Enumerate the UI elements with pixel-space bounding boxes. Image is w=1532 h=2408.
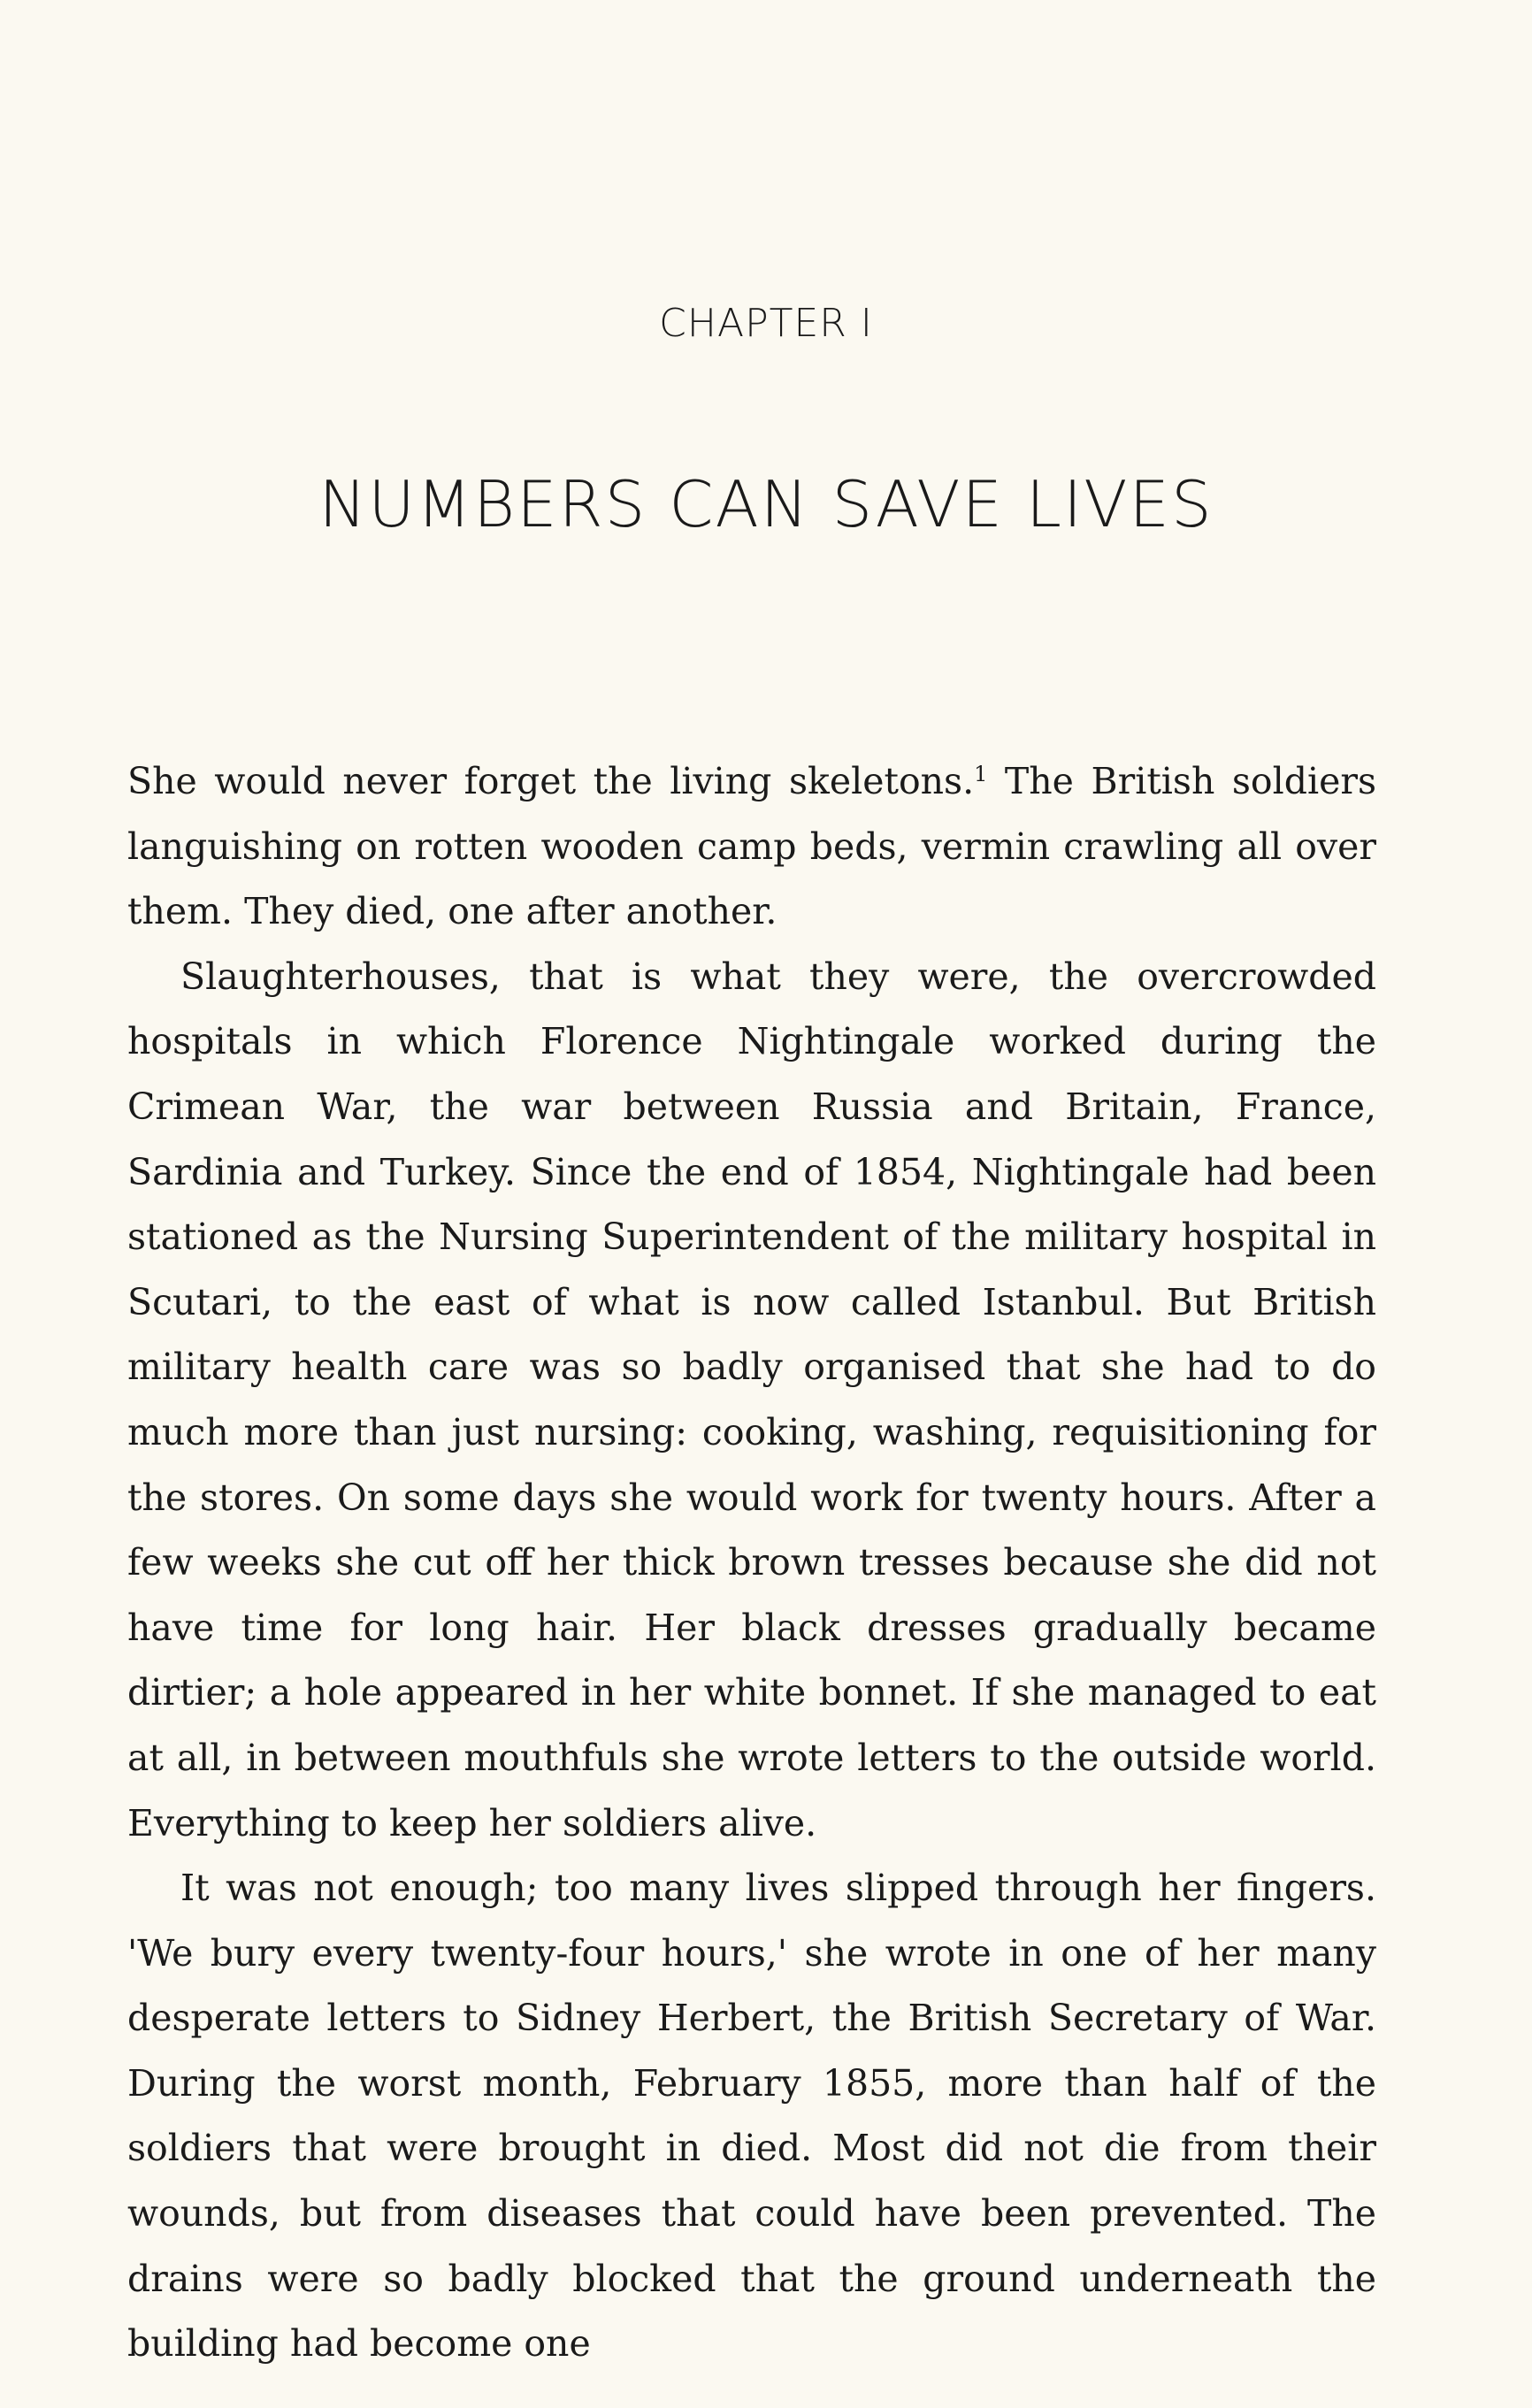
chapter-label: CHAPTER I — [659, 301, 873, 346]
paragraph-1 — [127, 749, 1376, 945]
chapter-title: NUMBERS CAN SAVE LIVES — [318, 467, 1214, 541]
paragraph-1-text-a: She would never forget the living skeletons. — [127, 760, 975, 802]
paragraph-3: It was not enough; too many lives slipped through her fingers. 'We bury every twenty-four hours,' she wrote in one of her many desperate letters to Sidney Herbert, the British Secretary of War. During the worst month, February 1855, more than half of the soldiers that were brought in died. Most did not die from their wounds, but from diseases that could have been prevented. The drains were so badly blocked that the ground underneath the building had become one — [127, 1867, 1376, 2366]
paragraph-2: Slaughterhouses, that is what they were, the overcrowded hospitals in which Florence Nightingale worked during the Crimean War, the war between Russia and Britain, France, Sardinia and Turkey. Since the end of 1854, Nightingale had been stationed as the Nursing Superintendent of the military hospital in Scutari, to the east of what is now called Istanbul. But British military health care was so badly organised that she had to do much more than just nursing: cooking, washing, requisitioning for the stores. On some days she would work for twenty hours. After a few weeks she cut off her thick brown tresses because she did not have time for long hair. Her black dresses gradually became dirtier; a hole appeared in her white bonnet. If she managed to eat at all, in between mouthfuls she wrote letters to the outside world. Everything to keep her soldiers alive. — [127, 955, 1376, 1844]
paragraph-1-text-b: The British soldiers languishing on rotten wooden camp beds, vermin crawling all over them. They died, one after another. — [127, 760, 1376, 933]
body-text — [127, 749, 1376, 2377]
footnote-marker-1: 1 — [974, 762, 988, 786]
